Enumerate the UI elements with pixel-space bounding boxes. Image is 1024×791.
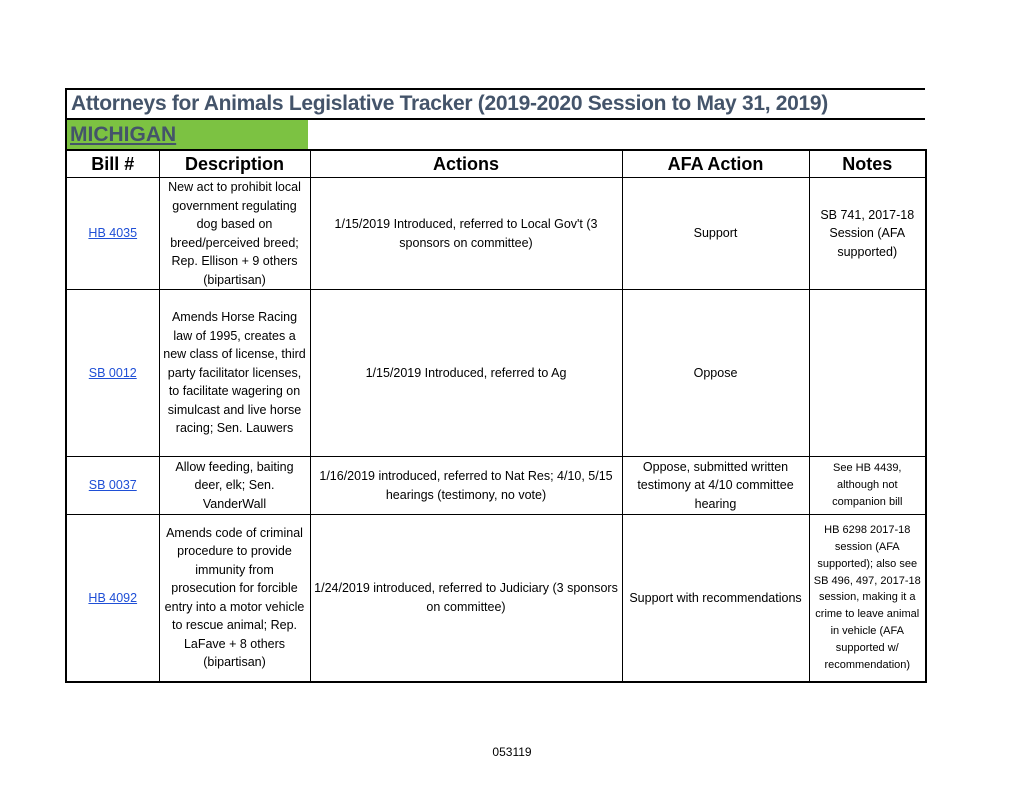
tracker-sheet xyxy=(65,88,925,683)
actions-cell: 1/16/2019 introduced, referred to Nat Res; 4/10, 5/15 hearings (testimony, no vote) xyxy=(310,457,622,515)
legislation-table xyxy=(65,149,927,683)
state-name: MICHIGAN xyxy=(70,122,177,146)
column-header-actions: Actions xyxy=(310,150,622,178)
description-cell: Amends code of criminal procedure to provide immunity from prosecution for forcible entry into a motor vehicle to rescue animal; Rep. LaFave + 8 others (bipartisan) xyxy=(159,515,310,682)
description-cell: New act to prohibit local government regulating dog based on breed/perceived breed; Rep. Ellison + 9 others (bipartisan) xyxy=(159,178,310,290)
table-row xyxy=(66,515,926,682)
page-footer-code: 053119 xyxy=(492,745,532,759)
bill-link[interactable]: HB 4092 xyxy=(88,590,138,605)
notes-cell: See HB 4439, although not companion bill xyxy=(809,457,926,515)
notes-cell: SB 741, 2017-18 Session (AFA supported) xyxy=(809,178,926,290)
notes-cell xyxy=(809,290,926,457)
bill-number-cell xyxy=(66,515,159,682)
state-row xyxy=(65,120,925,149)
column-header-description: Description xyxy=(159,150,310,178)
bill-number-cell xyxy=(66,290,159,457)
column-header-notes: Notes xyxy=(809,150,926,178)
page-title: Attorneys for Animals Legislative Tracker (2019-2020 Session to May 31, 2019) xyxy=(71,92,828,115)
afa-action-cell: Oppose xyxy=(622,290,809,457)
actions-cell: 1/24/2019 introduced, referred to Judiciary (3 sponsors on committee) xyxy=(310,515,622,682)
description-cell: Amends Horse Racing law of 1995, creates a new class of license, third party facilitator licenses, to facilitate wagering on simulcast and live horse racing; Sen. Lauwers xyxy=(159,290,310,457)
bill-number-cell xyxy=(66,178,159,290)
column-header-bill: Bill # xyxy=(66,150,159,178)
table-row xyxy=(66,457,926,515)
description-cell: Allow feeding, baiting deer, elk; Sen. VanderWall xyxy=(159,457,310,515)
state-header-cell xyxy=(65,120,308,149)
afa-action-cell: Support with recommendations xyxy=(622,515,809,682)
actions-cell: 1/15/2019 Introduced, referred to Ag xyxy=(310,290,622,457)
table-row xyxy=(66,290,926,457)
bill-link[interactable]: HB 4035 xyxy=(88,226,138,241)
column-header-afa-action: AFA Action xyxy=(622,150,809,178)
afa-action-cell: Oppose, submitted written testimony at 4/10 committee hearing xyxy=(622,457,809,515)
bill-link[interactable]: SB 0012 xyxy=(88,365,137,380)
bill-number-cell xyxy=(66,457,159,515)
title-row xyxy=(65,88,925,120)
table-header-row xyxy=(66,150,926,178)
afa-action-cell: Support xyxy=(622,178,809,290)
table-row xyxy=(66,178,926,290)
notes-cell: HB 6298 2017-18 session (AFA supported); also see SB 496, 497, 2017-18 session, making it a crime to leave animal in vehicle (AFA supported w/ recommendation) xyxy=(809,515,926,682)
actions-cell: 1/15/2019 Introduced, referred to Local Gov't (3 sponsors on committee) xyxy=(310,178,622,290)
bill-link[interactable]: SB 0037 xyxy=(88,478,137,493)
